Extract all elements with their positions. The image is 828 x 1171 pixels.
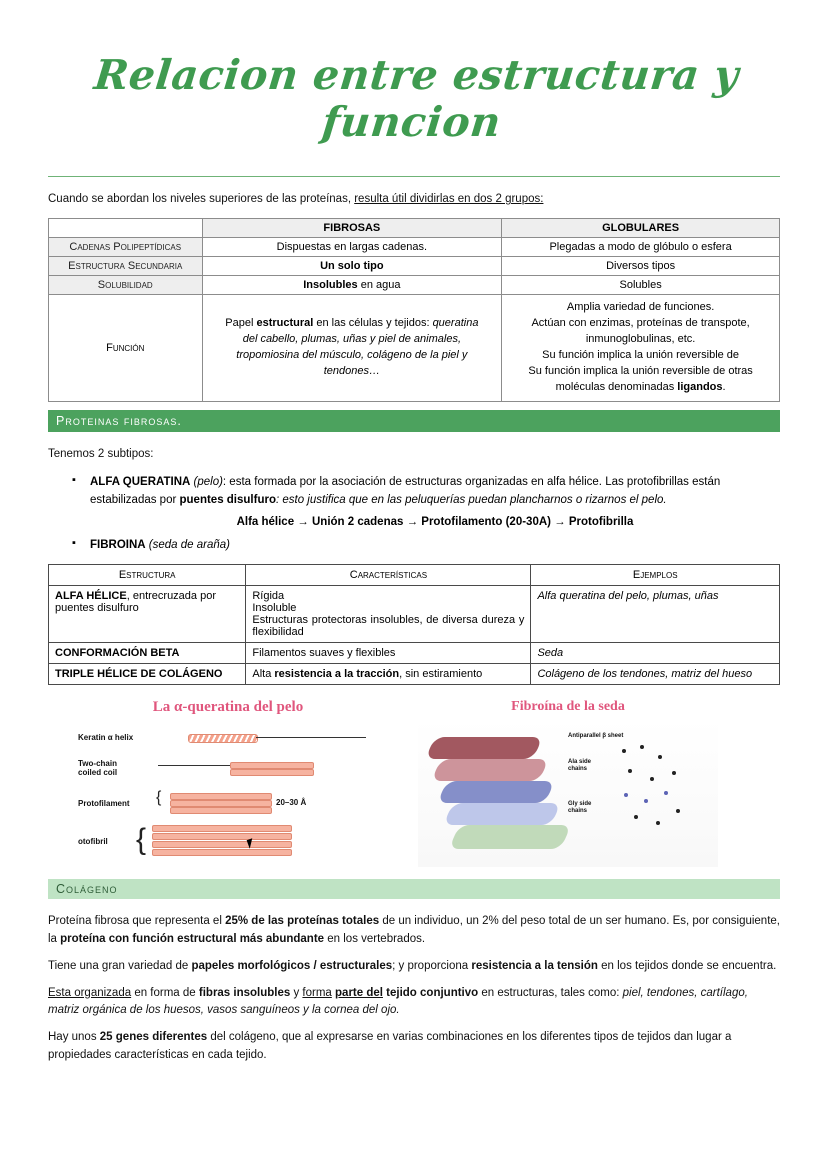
title-divider	[48, 176, 780, 177]
cmp-cell-solubilidad-globulares: Solubles	[502, 276, 780, 295]
bullet-2-bold: FIBROINA	[90, 538, 146, 551]
table-row	[49, 219, 780, 238]
struct-cell-estructura-2: CONFORMACIÓN BETA	[49, 643, 246, 664]
solubilidad-bold: Insolubles	[303, 279, 358, 292]
carac-1-a: Rígida	[252, 590, 285, 603]
bullet-1-paren: (pelo)	[193, 475, 223, 488]
silk-sheet-1	[425, 737, 543, 759]
fibrosas-lead: Tenemos 2 subtipos:	[48, 447, 154, 460]
struct-cell-estructura-3: TRIPLE HÉLICE DE COLÁGENO	[49, 664, 246, 685]
silk-side-chains	[614, 743, 694, 843]
comparison-table	[48, 218, 780, 402]
keratin-label-otofibril: otofibril	[78, 837, 108, 847]
table-row	[49, 295, 780, 402]
table-row	[49, 257, 780, 276]
cmp-cell-funcion-fibrosas	[202, 295, 502, 402]
silk-sheet-5	[449, 825, 572, 849]
table-row	[49, 664, 780, 685]
table-row	[49, 643, 780, 664]
silk-sheet-2	[431, 759, 549, 781]
cmp-cell-funcion-globulares	[502, 295, 780, 402]
keratin-rod-1	[230, 762, 314, 769]
keratin-label-protofilament: Protofilament	[78, 799, 130, 809]
silk-label-antiparallel: Antiparallel β sheet	[568, 733, 624, 740]
colageno-paragraph-1: Proteína fibrosa que representa el 25% de las proteínas totales de un individuo, un 2% del peso total de un ser humano. Es, por consiguiente, la proteína con función estructural más abundante en los vertebrados.	[48, 915, 780, 945]
table-row	[49, 565, 780, 586]
keratin-rod-2	[230, 769, 314, 776]
keratin-pf-rod-3	[170, 807, 272, 814]
structure-table	[48, 564, 780, 685]
fibrosas-bullets	[48, 473, 780, 555]
figure-keratin-title: La α-queratina del pelo	[152, 699, 304, 716]
keratin-helix-bar	[188, 734, 258, 743]
funcion-globulares-line-1: Amplia variedad de funciones.	[566, 301, 715, 314]
table-row	[49, 586, 780, 643]
table-row	[49, 276, 780, 295]
carac-3-post: , sin estiramiento	[399, 668, 483, 681]
carac-3-bold: resistencia a la tracción	[274, 668, 400, 681]
carac-3-pre: Alta	[252, 668, 275, 681]
keratin-line-1	[256, 737, 366, 738]
cmp-corner-cell	[49, 219, 203, 238]
struct-cell-caracteristicas-2: Filamentos suaves y flexibles	[246, 643, 531, 664]
bullet-1-bold2: puentes disulfuro	[179, 493, 276, 506]
keratin-of-rod-1	[152, 825, 292, 832]
figure-keratin	[48, 697, 408, 867]
figure-silk-title: Fibroína de la seda	[511, 699, 625, 715]
struct-1-rest: , entrecruzada por puentes disulfuro	[55, 590, 216, 615]
bullet-1-text: : esta formada por la asociación de estructuras organizadas en alfa hélice. Las protofibrillas están estabilizadas por	[90, 475, 721, 506]
keratin-pf-rod-2	[170, 800, 272, 807]
cmp-row-label-funcion: Función	[49, 295, 203, 402]
document-content	[48, 0, 780, 1074]
bullet-1-bold: ALFA QUERATINA	[90, 475, 191, 488]
section-banner-colageno: Colágeno	[48, 879, 780, 899]
list-item	[72, 473, 780, 532]
table-row	[49, 238, 780, 257]
cmp-cell-cadenas-fibrosas: Dispuestas en largas cadenas.	[202, 238, 502, 257]
struct-cell-caracteristicas-3	[246, 664, 531, 685]
keratin-label-angstrom: 20–30 Å	[276, 798, 307, 808]
cmp-cell-cadenas-globulares: Plegadas a modo de glóbulo o esfera	[502, 238, 780, 257]
struct-cell-estructura-1	[49, 586, 246, 643]
silk-sheet-3	[437, 781, 555, 803]
struct-cell-ejemplos-3: Colágeno de los tendones, matriz del hueso	[531, 664, 780, 685]
funcion-fibrosas-line-3: tropomiosina del músculo, colágeno de la piel y	[236, 348, 468, 361]
figure-row	[48, 697, 780, 867]
struct-cell-ejemplos-2: Seda	[531, 643, 780, 664]
keratin-of-rod-2	[152, 833, 292, 840]
funcion-fibrosas-line-1: Papel estructural en las células y tejidos: queratina	[225, 317, 479, 330]
silk-sheet-4	[443, 803, 561, 825]
solubilidad-post: en agua	[357, 279, 401, 292]
funcion-globulares-line-3: inmunoglobulinas, etc.	[585, 332, 696, 345]
keratin-of-rod-4	[152, 849, 292, 856]
intro-underlined: resulta útil dividirlas en dos 2 grupos:	[354, 193, 544, 206]
cmp-row-label-estructura: Estructura Secundaria	[49, 257, 203, 276]
carac-1-b: Insoluble	[252, 602, 297, 615]
page-title: Relacion entre estructura y funcion	[91, 51, 742, 147]
list-item	[72, 536, 780, 554]
struct-header-estructura: Estructura	[49, 565, 246, 586]
keratin-label-twochain: Two-chain coiled coil	[78, 759, 118, 778]
fibrosas-center-line: Alfa hélice → Unión 2 cadenas → Protofilamento (20-30A) → Protofibrilla	[236, 516, 634, 529]
cmp-cell-solubilidad-fibrosas	[202, 276, 502, 295]
struct-header-ejemplos: Ejemplos	[531, 565, 780, 586]
silk-label-ala: Ala side chains	[568, 759, 592, 773]
funcion-globulares-line-4: Su función implica la unión reversible de	[542, 348, 740, 361]
keratin-pf-rod-1	[170, 793, 272, 800]
struct-header-caracteristicas: Características	[246, 565, 531, 586]
figure-silk-image	[418, 719, 718, 867]
carac-1-c: Estructuras protectoras insolubles, de diversa dureza y flexibilidad	[252, 614, 525, 639]
figure-silk	[418, 697, 718, 867]
bullet-1-tail: : esto justifica que en las peluquerías puedan plancharnos o rizarnos el pelo.	[275, 493, 667, 506]
cmp-header-fibrosas: FIBROSAS	[202, 219, 502, 238]
funcion-globulares-line-5: Su función implica la unión reversible de otras moléculas denominadas ligandos.	[528, 364, 753, 393]
struct-1-bold: ALFA HÉLICE	[55, 590, 127, 603]
intro-paragraph	[48, 191, 780, 209]
cmp-cell-estructura-fibrosas: Un solo tipo	[202, 257, 502, 276]
colageno-paragraph-3: Esta organizada en forma de fibras insolubles y forma parte del tejido conjuntivo en estructuras, tales como: piel, tendones, cartílago, matriz orgánica de los huesos, vasos sanguíneos y la cornea del ojo.	[48, 986, 748, 1017]
funcion-fibrosas-line-2: del cabello, plumas, uñas y piel de animales,	[242, 332, 461, 345]
struct-cell-caracteristicas-1	[246, 586, 531, 643]
section-banner-fibrosas: Proteinas fibrosas.	[48, 410, 780, 432]
funcion-fibrosas-line-4: tendones…	[323, 364, 380, 377]
silk-label-gly: Gly side chains	[568, 801, 592, 815]
cmp-row-label-solubilidad: Solubilidad	[49, 276, 203, 295]
colageno-paragraph-4: Hay unos 25 genes diferentes del colágeno, que al expresarse en varias combinaciones en los diferentes tipos de tejidos dan lugar a propiedades características en cada tejido.	[48, 1031, 732, 1061]
intro-prefix: Cuando se abordan los niveles superiores de las proteínas,	[48, 193, 355, 206]
struct-cell-ejemplos-1: Alfa queratina del pelo, plumas, uñas	[531, 586, 780, 643]
keratin-of-rod-3	[152, 841, 292, 848]
keratin-brace: {	[156, 789, 162, 807]
cmp-header-globulares: GLOBULARES	[502, 219, 780, 238]
funcion-globulares-line-2: Actúan con enzimas, proteínas de transpote,	[531, 317, 750, 330]
keratin-label-helix: Keratin α helix	[78, 733, 134, 743]
cmp-row-label-cadenas: Cadenas Polipeptídicas	[49, 238, 203, 257]
colageno-paragraph-2: Tiene una gran variedad de papeles morfológicos / estructurales; y proporciona resistencia a la tensión en los tejidos donde se encuentra.	[48, 959, 777, 972]
keratin-line-2	[158, 765, 230, 766]
keratin-brace-2: {	[136, 823, 147, 857]
bullet-2-paren: (seda de araña)	[148, 538, 230, 551]
cmp-cell-estructura-globulares: Diversos tipos	[502, 257, 780, 276]
